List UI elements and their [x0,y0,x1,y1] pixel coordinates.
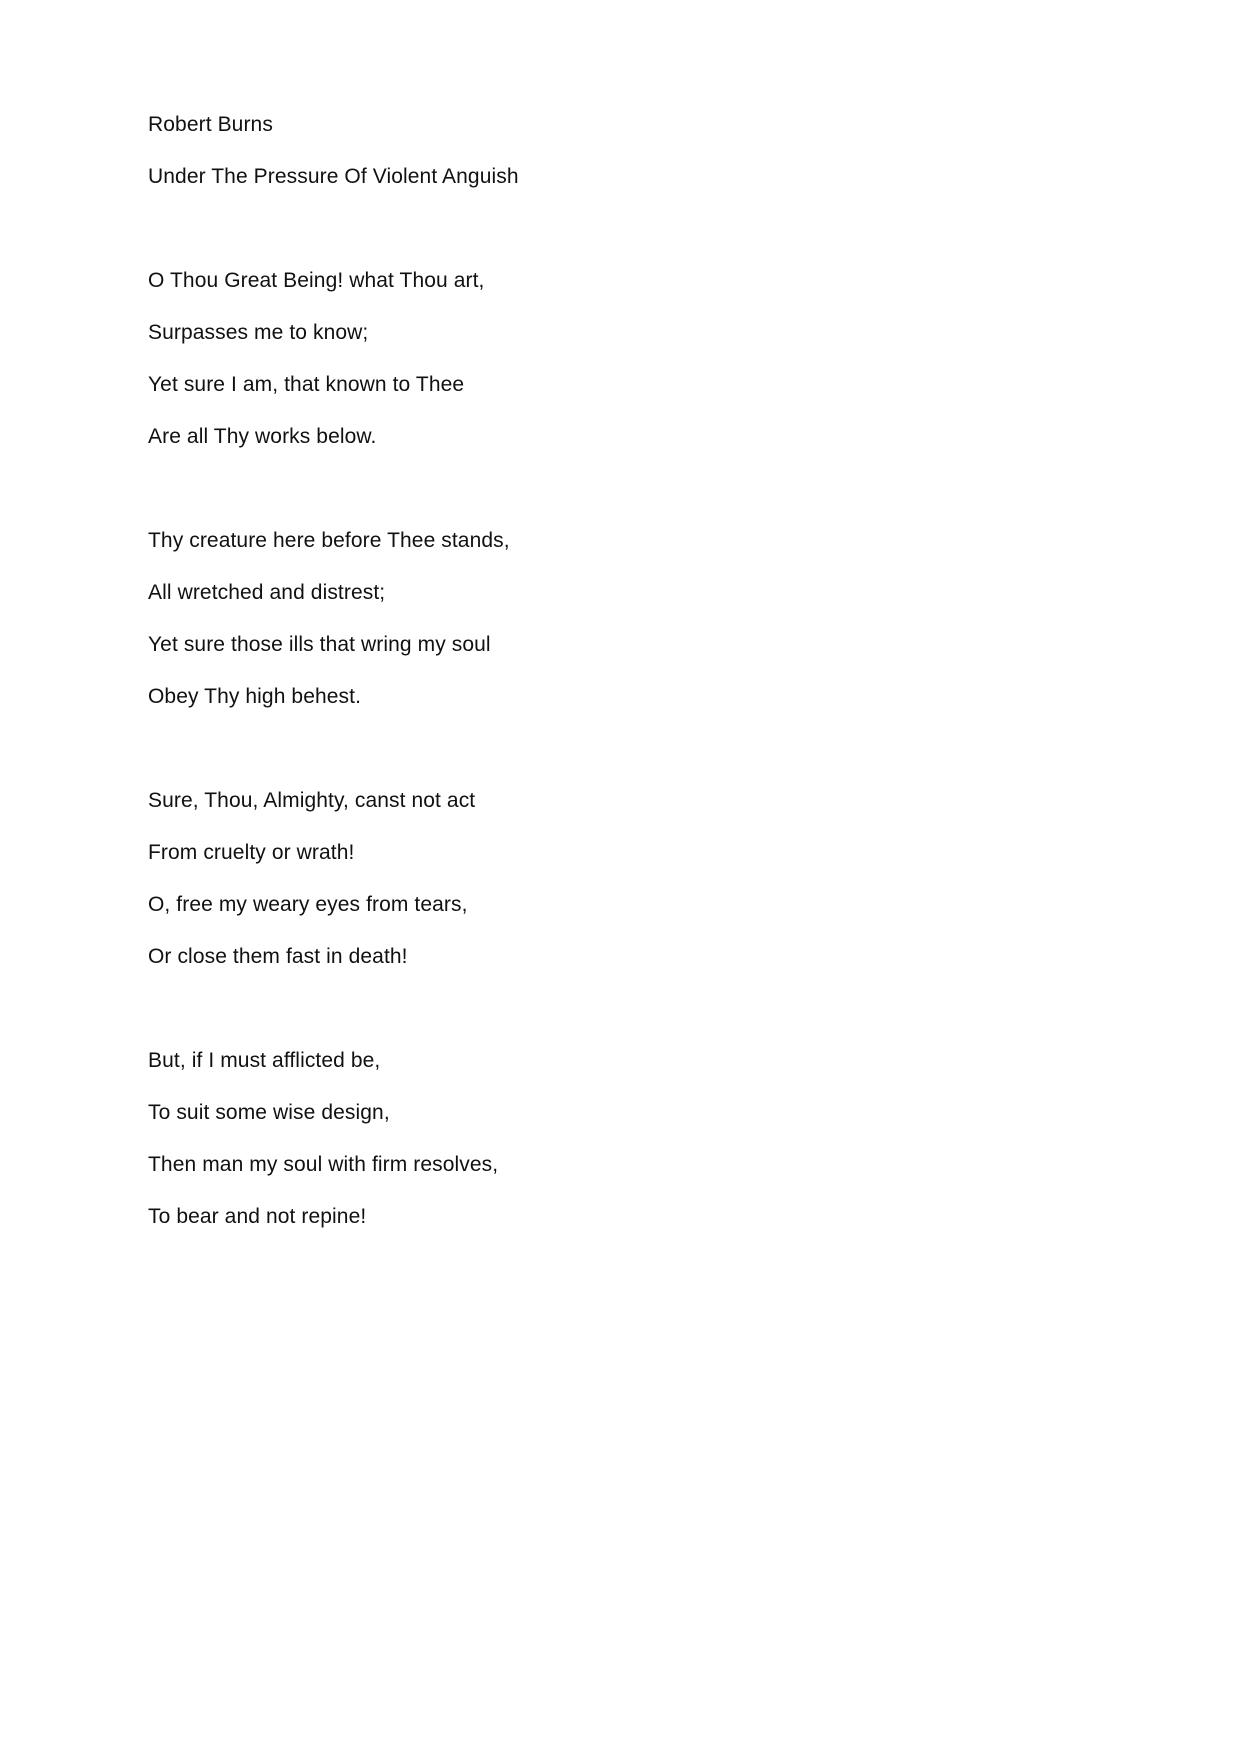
stanza-3-line-3: O, free my weary eyes from tears, [148,893,468,916]
stanza-4-line-1: But, if I must afflicted be, [148,1049,381,1072]
stanza-1-line-1: O Thou Great Being! what Thou art, [148,269,485,292]
poem-title: Under The Pressure Of Violent Anguish [148,165,519,188]
author-name: Robert Burns [148,113,273,136]
stanza-3-line-4: Or close them fast in death! [148,945,408,968]
stanza-2-line-2: All wretched and distrest; [148,581,386,604]
stanza-4-line-2: To suit some wise design, [148,1101,390,1124]
stanza-3-line-2: From cruelty or wrath! [148,841,355,864]
stanza-1-line-4: Are all Thy works below. [148,425,377,448]
stanza-2-line-4: Obey Thy high behest. [148,685,362,708]
stanza-1-line-2: Surpasses me to know; [148,321,369,344]
stanza-4-line-3: Then man my soul with firm resolves, [148,1153,499,1176]
stanza-3-line-1: Sure, Thou, Almighty, canst not act [148,789,476,812]
stanza-2-line-1: Thy creature here before Thee stands, [148,529,510,552]
stanza-2-line-3: Yet sure those ills that wring my soul [148,633,491,656]
stanza-4-line-4: To bear and not repine! [148,1205,367,1228]
stanza-1-line-3: Yet sure I am, that known to Thee [148,373,465,396]
